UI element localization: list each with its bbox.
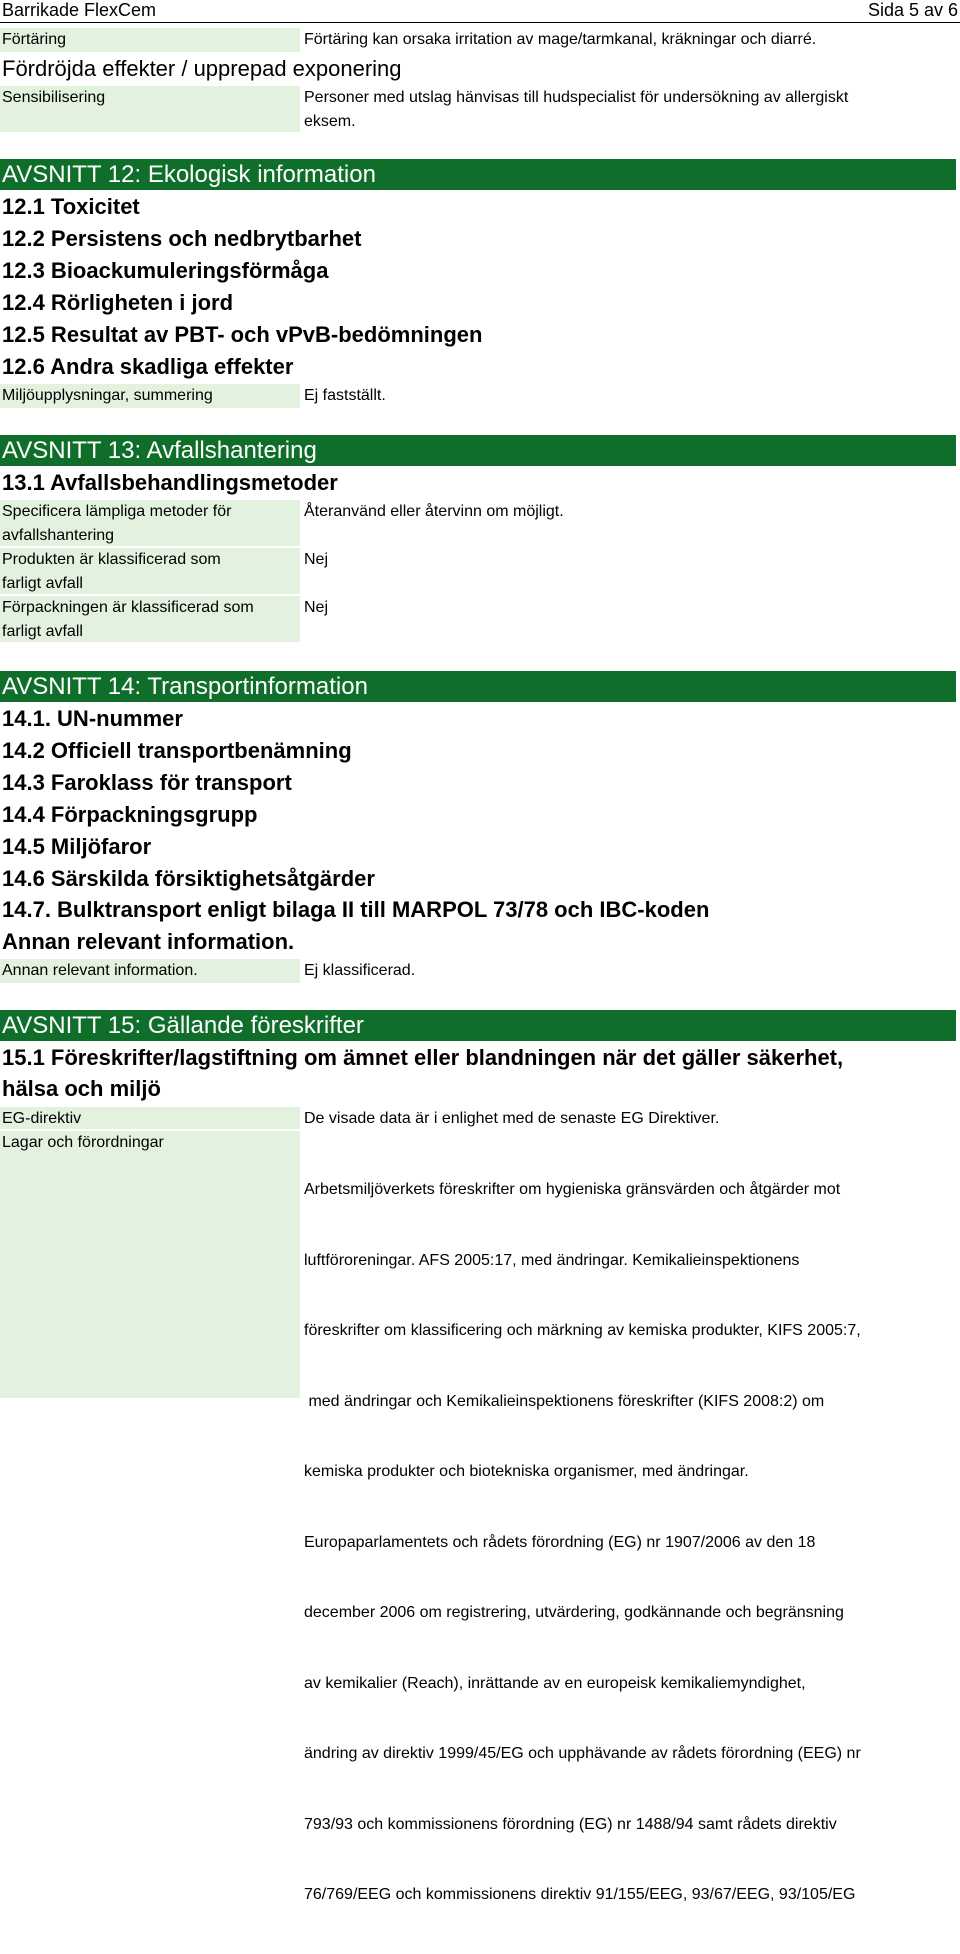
field-value: Ej klassificerad.	[304, 962, 416, 979]
field-label: EG-direktiv	[0, 1107, 300, 1129]
heading-12-2: 12.2 Persistens och nedbrytbarhet	[2, 226, 362, 251]
row-annan-information	[0, 959, 960, 983]
section-14-title: AVSNITT 14: Transportinformation	[0, 671, 956, 702]
value-line: med ändringar och Kemikalieinspektionens föreskrifter (KIFS 2008:2) om	[304, 1392, 825, 1410]
heading-14-5: 14.5 Miljöfaror	[2, 834, 152, 859]
value-line: 793/93 och kommissionens förordning (EG) nr 1488/94 samt rådets direktiv	[304, 1815, 837, 1833]
field-label	[0, 548, 300, 594]
heading-15-1-line1: 15.1 Föreskrifter/lagstiftning om ämnet eller blandningen när det gäller säkerhet,	[2, 1045, 844, 1070]
page-number: Sida 5 av 6	[867, 0, 958, 20]
row-hazardous-product	[0, 548, 960, 594]
field-value: Förtäring kan orsaka irritation av mage/tarmkanal, kräkningar och diarré.	[304, 31, 817, 48]
field-value: Nej	[304, 599, 329, 616]
value-line: kemiska produkter och biotekniska organismer, med ändringar.	[304, 1463, 749, 1480]
value-line: Personer med utslag hänvisas till hudspecialist för undersökning av allergiskt	[304, 89, 849, 106]
field-label: Förtäring	[0, 28, 300, 52]
label-line: Förpackningen är klassificerad som	[2, 599, 254, 616]
heading-14-8: Annan relevant information.	[2, 929, 295, 954]
heading-12-5: 12.5 Resultat av PBT- och vPvB-bedömningen	[2, 322, 483, 347]
row-eg-direktiv	[0, 1107, 960, 1131]
field-label: Miljöupplysningar, summering	[0, 384, 300, 408]
heading-14-3: 14.3 Faroklass för transport	[2, 770, 292, 795]
value-line: luftföroreningar. AFS 2005:17, med ändringar. Kemikalieinspektionens	[304, 1251, 800, 1269]
field-label: Sensibilisering	[0, 86, 300, 132]
row-sensibilisering	[0, 86, 960, 132]
field-label: Annan relevant information.	[0, 959, 300, 983]
field-label	[0, 596, 300, 642]
value-line: Europaparlamentets och rådets förordning (EG) nr 1907/2006 av den 18	[304, 1533, 816, 1551]
heading-14-7: 14.7. Bulktransport enligt bilaga II till MARPOL 73/78 och IBC-koden	[2, 897, 710, 922]
label-line: farligt avfall	[2, 622, 83, 640]
field-value: Nej	[304, 551, 329, 568]
heading-12-6: 12.6 Andra skadliga effekter	[2, 354, 294, 379]
section-13-title: AVSNITT 13: Avfallshantering	[0, 435, 956, 466]
heading-12-4: 12.4 Rörligheten i jord	[2, 290, 234, 315]
heading-14-1: 14.1. UN-nummer	[2, 706, 183, 731]
heading-14-4: 14.4 Förpackningsgrupp	[2, 802, 258, 827]
page-header	[0, 0, 960, 23]
label-line: Specificera lämpliga metoder för	[2, 503, 232, 520]
section-12-title: AVSNITT 12: Ekologisk information	[0, 159, 956, 190]
heading-15-1-line2: hälsa och miljö	[2, 1076, 161, 1101]
row-hazardous-packaging	[0, 596, 960, 642]
field-label: Lagar och förordningar	[0, 1131, 300, 1398]
section-15-title: AVSNITT 15: Gällande föreskrifter	[0, 1010, 956, 1041]
field-value	[304, 1131, 924, 1954]
value-line: 76/769/EEG och kommissionens direktiv 91/155/EEG, 93/67/EEG, 93/105/EG	[304, 1886, 856, 1903]
row-fortaring	[0, 28, 960, 52]
field-value: Återanvänd eller återvinn om möjligt.	[304, 503, 564, 520]
heading-13-1: 13.1 Avfallsbehandlingsmetoder	[2, 470, 338, 495]
label-line: farligt avfall	[2, 574, 83, 592]
value-line: ändring av direktiv 1999/45/EG och upphävande av rådets förordning (EEG) nr	[304, 1745, 861, 1762]
value-line: december 2006 om registrering, utvärdering, godkännande och begränsning	[304, 1604, 844, 1621]
value-line: Arbetsmiljöverkets föreskrifter om hygieniska gränsvärden och åtgärder mot	[304, 1181, 841, 1198]
product-name: Barrikade FlexCem	[2, 0, 157, 20]
heading-12-1: 12.1 Toxicitet	[2, 194, 140, 219]
label-line: avfallshantering	[2, 526, 115, 544]
field-value: De visade data är i enlighet med de senaste EG Direktiver.	[304, 1110, 720, 1127]
field-label	[0, 500, 300, 546]
value-line: eksem.	[304, 112, 356, 130]
heading-14-2: 14.2 Officiell transportbenämning	[2, 738, 352, 763]
field-value: Ej fastställt.	[304, 387, 386, 404]
delayed-effects-heading: Fördröjda effekter / upprepad exponering	[2, 56, 402, 81]
label-line: Produkten är klassificerad som	[2, 551, 221, 568]
field-value	[304, 86, 924, 133]
row-miljoupplysningar	[0, 384, 960, 408]
row-lagar-forordningar	[0, 1131, 960, 1903]
heading-14-6: 14.6 Särskilda försiktighetsåtgärder	[2, 866, 375, 891]
row-waste-methods	[0, 500, 960, 546]
heading-12-3: 12.3 Bioackumuleringsförmåga	[2, 258, 329, 283]
value-line: föreskrifter om klassificering och märkning av kemiska produkter, KIFS 2005:7,	[304, 1322, 861, 1339]
value-line: av kemikalier (Reach), inrättande av en europeisk kemikaliemyndighet,	[304, 1674, 806, 1692]
